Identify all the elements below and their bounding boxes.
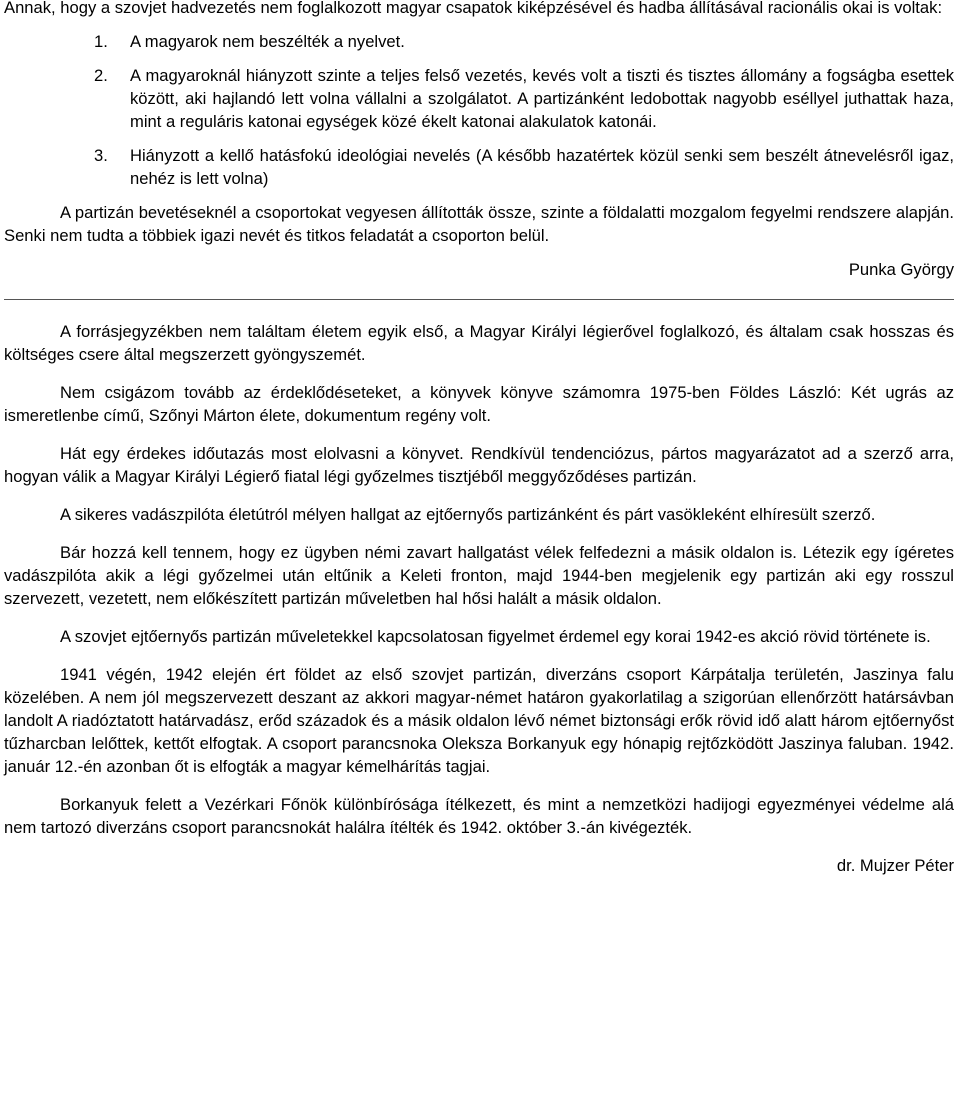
body-paragraph: Hát egy érdekes időutazás most elolvasni a könyvet. Rendkívül tendenciózus, pártos magyarázatot ad a szerző arra, hogyan válik a Magyar Királyi Légierő fiatal légi győzelmes tisztjéből meggyőződéses partizán. [4, 444, 954, 486]
body-paragraph: Bár hozzá kell tennem, hogy ez ügyben némi zavart hallgatást vélek felfedezni a másik oldalon is. Létezik egy ígéretes vadászpilóta akik a légi győzelmei után eltűnik a Keleti fronton, majd 1944-ben megjelenik egy partizán aki egy rosszul szervezett, vezetett, nem előkészített partizán műveletben hal hősi halált a másik oldalon. [4, 543, 954, 608]
body-paragraph: Nem csigázom tovább az érdeklődéseteket, a könyvek könyve számomra 1975-ben Földes László: Két ugrás az ismeretlenbe című, Szőnyi Márton élete, dokumentum regény volt. [4, 383, 954, 425]
intro-paragraph: Annak, hogy a szovjet hadvezetés nem foglalkozott magyar csapatok kiképzésével és hadba állításával racionális okai is voltak: [4, 0, 943, 17]
list-item-number: 3. [94, 146, 108, 165]
list-item-text: Hiányzott a kellő hatásfokú ideológiai nevelés (A később hazatértek közül senki sem beszélt átnevelésről igaz, nehéz is lett volna) [130, 146, 954, 188]
section-divider [4, 299, 954, 300]
author-signature: Punka György [848, 260, 954, 279]
body-paragraph: A sikeres vadászpilóta életútról mélyen hallgat az ejtőernyős partizánként és párt vasökleként elhíresült szerző. [60, 505, 876, 524]
list-item [4, 64, 954, 133]
list-item [4, 30, 954, 53]
body-paragraph: A forrásjegyzékben nem találtam életem egyik első, a Magyar Királyi légierővel foglalkozó, és általam csak hosszas és költséges csere által megszerzett gyöngyszemét. [4, 322, 954, 364]
body-paragraph: 1941 végén, 1942 elején ért földet az első szovjet partizán, diverzáns csoport Kárpátalja területén, Jaszinya falu közelében. A nem jól megszervezett deszant az akkori magyar-német határon gyakorlatilag a szigorúan ellenőrzött határsávban landolt A riadóztatott határvadász, erőd századok és a másik oldalon lévő német biztonsági erők rövid idő alatt három ejtőernyőst tűzharcban lelőttek, kettőt elfogtak. A csoport parancsnoka Oleksza Borkanyuk egy hónapig rejtőzködött Jaszinya faluban. 1942. január 12.-én azonban őt is elfogták a magyar kémelhárítás tagjai. [4, 665, 954, 776]
list-item [4, 144, 954, 190]
closing-paragraph: A partizán bevetéseknél a csoportokat vegyesen állították össze, szinte a földalatti mozgalom fegyelmi rendszere alapján. Senki nem tudta a többiek igazi nevét és titkos feladatát a csoporton belül. [4, 203, 954, 245]
body-paragraph: A szovjet ejtőernyős partizán műveletekkel kapcsolatosan figyelmet érdemel egy korai 1942-es akció rövid története is. [60, 627, 931, 646]
list-item-text: A magyarok nem beszélték a nyelvet. [130, 32, 405, 51]
list-item-number: 1. [94, 32, 108, 51]
body-paragraph: Borkanyuk felett a Vezérkari Főnök különbírósága ítélkezett, és mint a nemzetközi hadijogi egyezményei védelme alá nem tartozó diverzáns csoport parancsnokát halálra ítélték és 1942. október 3.-án kivégezték. [4, 795, 954, 837]
reasons-list [4, 30, 954, 190]
list-item-text: A magyaroknál hiányzott szinte a teljes felső vezetés, kevés volt a tiszti és tisztes állomány a fogságba esettek között, aki hajlandó lett volna vállalni a szolgálatot. A partizánként ledobottak nagyobb eséllyel juthattak haza, mint a reguláris katonai egységek közé ékelt katonai alakulatok katonái. [130, 66, 954, 131]
list-item-number: 2. [94, 66, 108, 85]
author-signature: dr. Mujzer Péter [836, 856, 954, 875]
